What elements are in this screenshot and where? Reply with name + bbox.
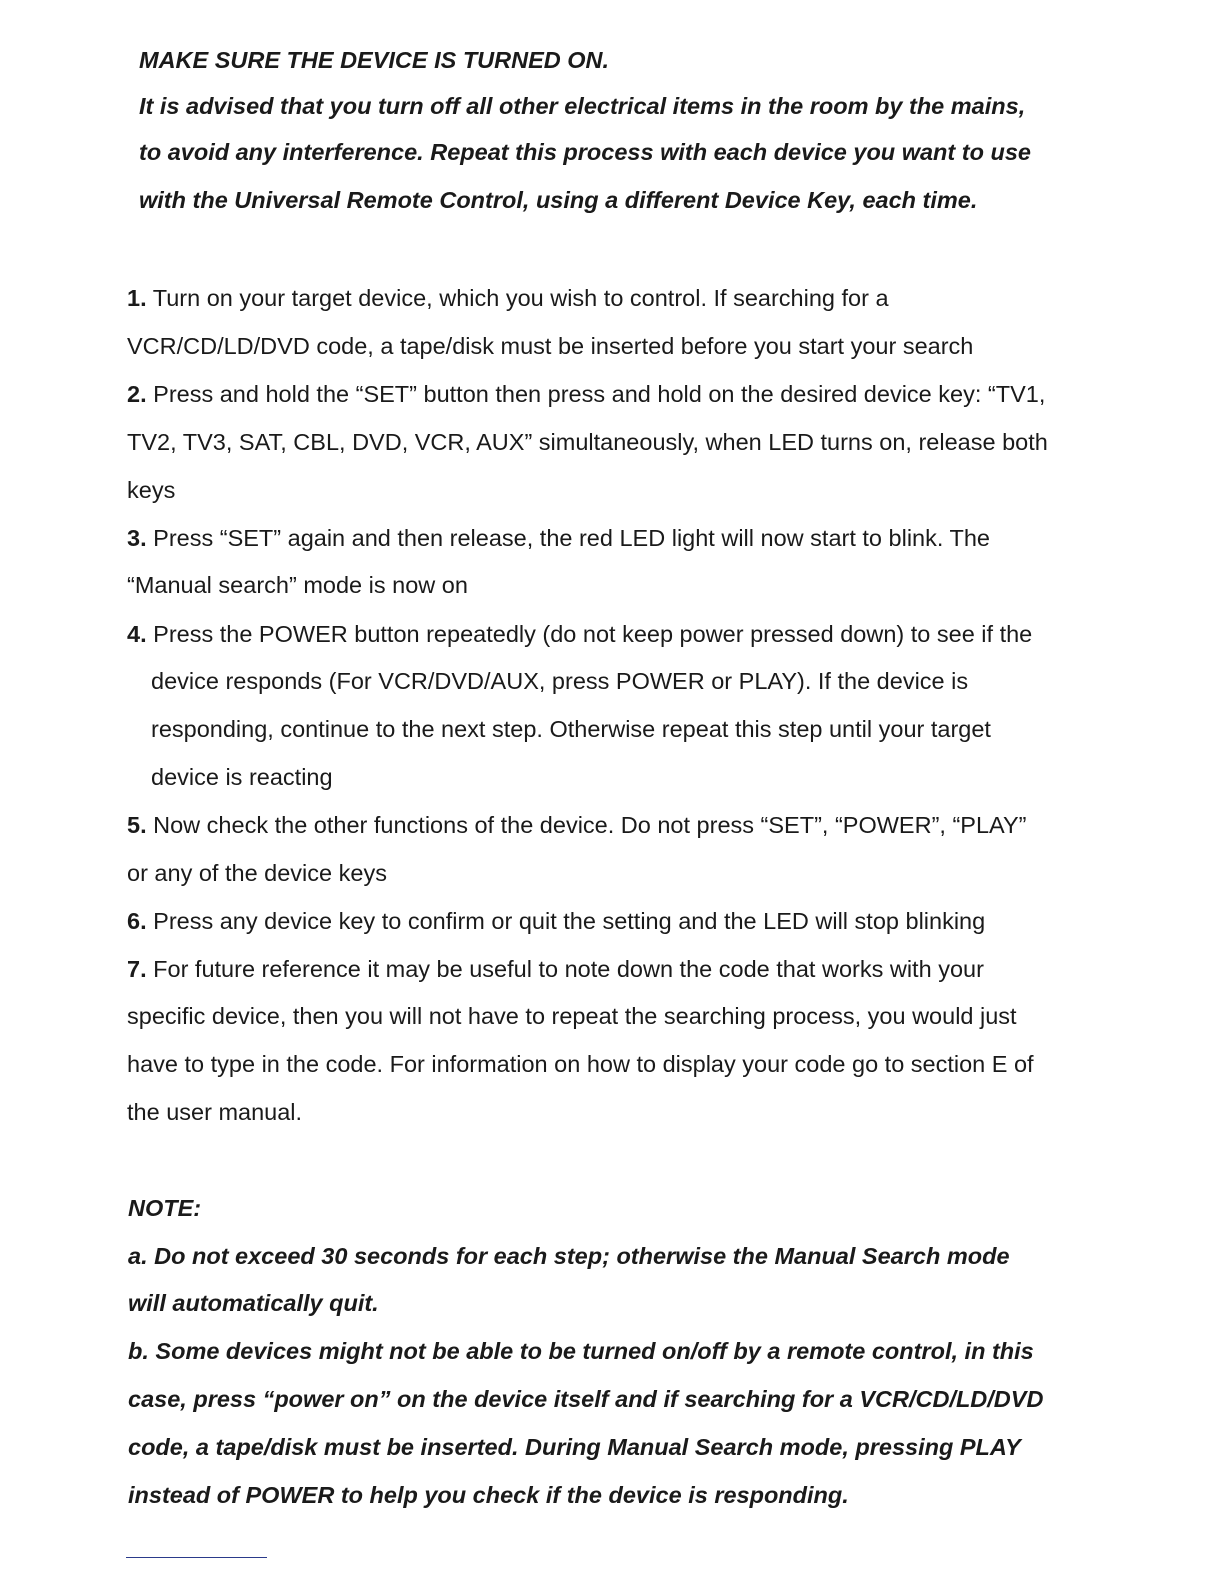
step-number: 2. — [127, 381, 147, 407]
step-4 — [127, 620, 1032, 648]
step-text: have to type in the code. For information on how to display your code go to section E of — [127, 1051, 1034, 1077]
intro-line: to avoid any interference. Repeat this process with each device you want to use — [139, 139, 1031, 165]
step-number: 6. — [127, 908, 147, 934]
step-number: 4. — [127, 621, 147, 647]
intro-title: MAKE SURE THE DEVICE IS TURNED ON. — [139, 47, 610, 73]
step-text: device responds (For VCR/DVD/AUX, press POWER or PLAY). If the device is — [151, 668, 969, 694]
step-1 — [127, 284, 889, 312]
step-number: 1. — [127, 285, 147, 311]
step-text: keys — [127, 477, 176, 503]
intro-line: It is advised that you turn off all other electrical items in the room by the mains, — [139, 93, 1026, 119]
step-2 — [127, 380, 1045, 408]
step-text: Now check the other functions of the device. Do not press “SET”, “POWER”, “PLAY” — [153, 812, 1027, 838]
step-text: Press “SET” again and then release, the red LED light will now start to blink. The — [153, 525, 990, 551]
step-text: Press the POWER button repeatedly (do not keep power pressed down) to see if the — [153, 621, 1033, 647]
step-5 — [127, 811, 1026, 839]
step-number: 7. — [127, 956, 147, 982]
step-text: TV2, TV3, SAT, CBL, DVD, VCR, AUX” simultaneously, when LED turns on, release both — [127, 429, 1048, 455]
step-text: “Manual search” mode is now on — [127, 572, 468, 598]
note-line: case, press “power on” on the device itself and if searching for a VCR/CD/LD/DVD — [128, 1386, 1044, 1412]
step-3 — [127, 524, 990, 552]
footnote-divider — [126, 1557, 267, 1558]
step-text: For future reference it may be useful to note down the code that works with your — [153, 956, 984, 982]
step-6 — [127, 907, 985, 935]
intro-line: with the Universal Remote Control, using a different Device Key, each time. — [139, 187, 978, 213]
note-line: a. Do not exceed 30 seconds for each step; otherwise the Manual Search mode — [128, 1243, 1010, 1269]
note-line: instead of POWER to help you check if the device is responding. — [128, 1482, 849, 1508]
note-line: b. Some devices might not be able to be turned on/off by a remote control, in this — [128, 1338, 1034, 1364]
note-line: will automatically quit. — [128, 1290, 379, 1316]
step-text: Press any device key to confirm or quit the setting and the LED will stop blinking — [153, 908, 986, 934]
step-text: VCR/CD/LD/DVD code, a tape/disk must be inserted before you start your search — [127, 333, 974, 359]
step-text: device is reacting — [151, 764, 333, 790]
step-text: Press and hold the “SET” button then press and hold on the desired device key: “TV1, — [153, 381, 1046, 407]
step-number: 5. — [127, 812, 147, 838]
step-7 — [127, 955, 984, 983]
note-heading: NOTE: — [128, 1195, 202, 1221]
step-number: 3. — [127, 525, 147, 551]
step-text: the user manual. — [127, 1099, 303, 1125]
step-text: Turn on your target device, which you wish to control. If searching for a — [152, 285, 889, 311]
note-line: code, a tape/disk must be inserted. During Manual Search mode, pressing PLAY — [128, 1434, 1021, 1460]
step-text: or any of the device keys — [127, 860, 387, 886]
step-text: specific device, then you will not have to repeat the searching process, you would just — [127, 1003, 1017, 1029]
step-text: responding, continue to the next step. Otherwise repeat this step until your target — [151, 716, 991, 742]
